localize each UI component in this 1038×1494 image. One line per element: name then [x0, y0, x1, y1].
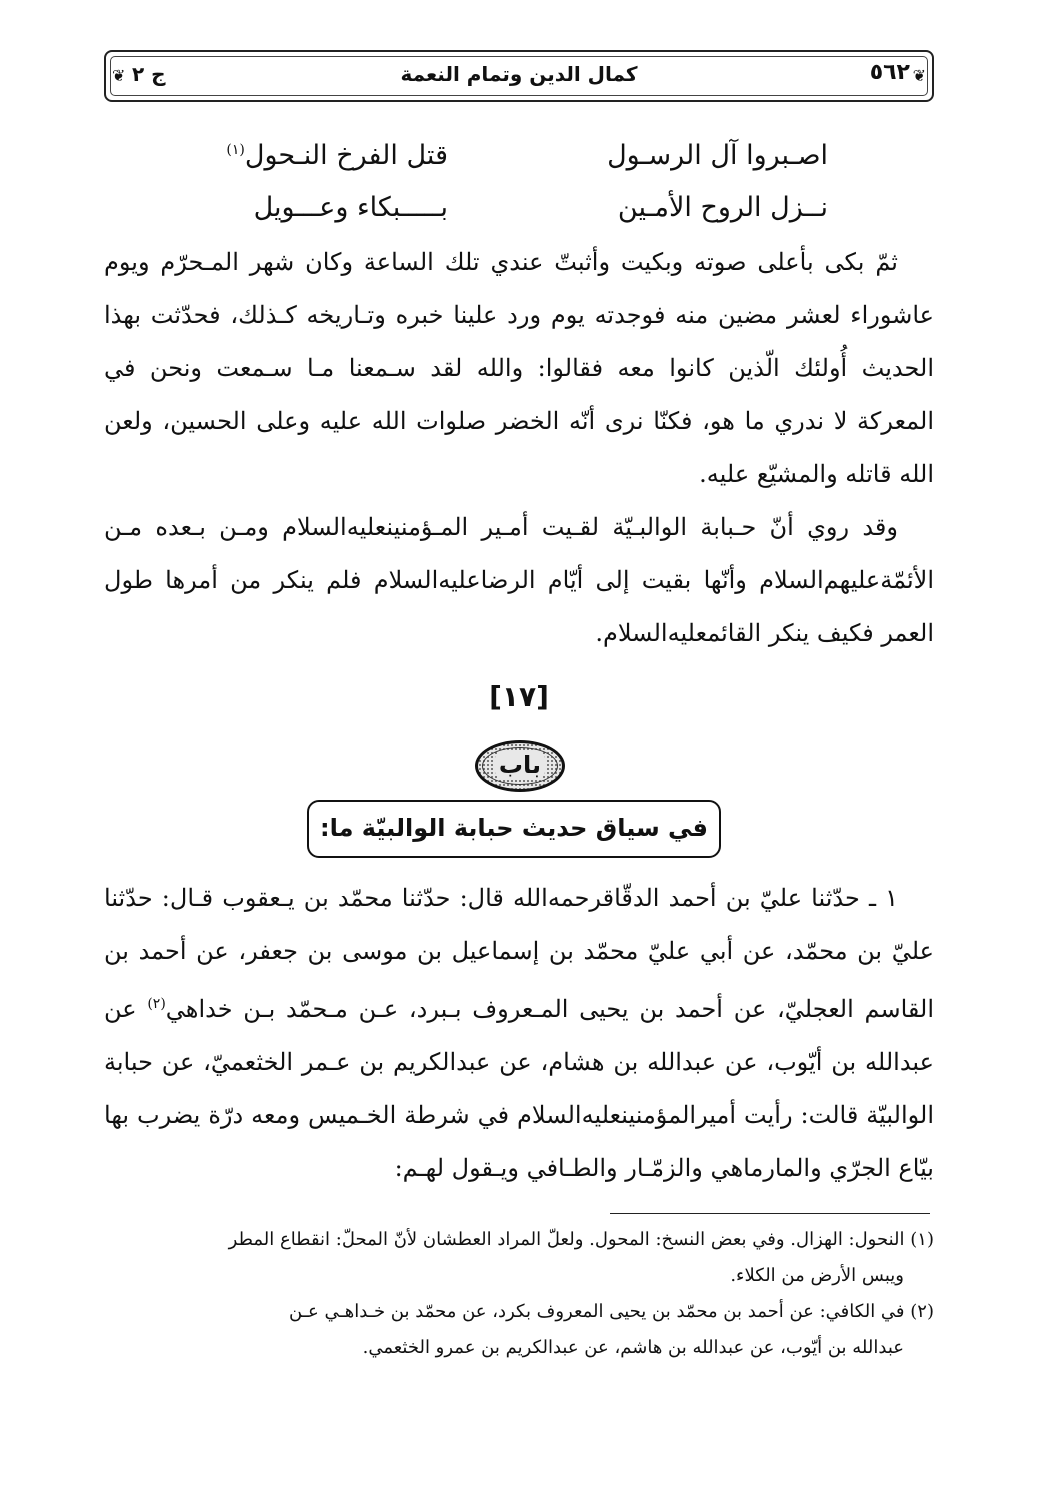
paragraph: وقد روي أنّ حـبابة الوالبـيّة لقـيت أمـير المـؤمنينعليه‌السلام ومـن بـعده مـن الأئمّةعليهم‌السلام وأنّها بقيت إلى أيّام الرضاعليه‌السلام فلم ينكر من أمرها طول العمر فكيف ينكر القائمعليه‌السلام. — [104, 513, 934, 647]
footnote-marker: (١) — [226, 142, 245, 158]
bab-emblem — [475, 740, 565, 792]
poem-line — [150, 140, 850, 180]
footnote: (٢) في الكافي: عن أحمد بن محمّد بن يحيى المعروف بكرد، عن محمّد بن خـداهـي عـن — [289, 1301, 934, 1322]
bab-label: باب — [495, 751, 545, 779]
header-ornament-left-icon: ❦ — [112, 66, 126, 85]
footnote-continuation: عبدالله بن أيّوب، عن عبدالله بن هاشم، عن عبدالكريم بن عمرو الخثعمي. — [362, 1337, 904, 1358]
hadith-text — [104, 872, 934, 1195]
book-title: كمال الدين وتمام النعمة — [400, 62, 638, 86]
footnote-separator — [610, 1213, 930, 1214]
poem-line — [150, 192, 850, 232]
hadith-paragraph: ١ ـ حدّثنا عليّ بن أحمد الدقّاقرحمه‌الله قال: حدّثنا محمّد بن يـعقوب قـال: حدّثنا عليّ بن محمّد، عن أبي عليّ محمّد بن إسماعيل بن موسى بن جعفر، عن أحمد بن القاسم العجليّ، عن أحمد بن يحيى المـعروف بـبرد، عـن مـحمّد بـن خداهي$^{(٢)}$ عن عبدالله بن أيّوب، عن عبدالله بن هشام، عن عبدالكريم بن عـمر الخثعميّ، عن حبابة الوالبيّة قالت: رأيت أميرالمؤمنينعليه‌السلام في شرطة الخـميس ومعه درّة يضرب بها بيّاع الجرّي والمارماهي والزمّـار والطـافي ويـقول لهـم: — [104, 884, 935, 1182]
footnote-continuation: ويبس الأرض من الكلاء. — [730, 1265, 904, 1286]
footnote: (١) النحول: الهزال. وفي بعض النسخ: المحول. ولعلّ المراد العطشان لأنّ المحلّ: انقطاع المطر — [228, 1229, 934, 1250]
chapter-number: [١٧] — [489, 680, 549, 713]
page-number: ٥٦٢ — [869, 60, 910, 85]
poem-hemistich-left: قتل الفرخ النـحول$^{(١)}$ — [226, 140, 448, 171]
poem-hemistich-right: نــزل الروح الأمـين — [617, 192, 828, 223]
footnotes — [104, 1222, 934, 1366]
chapter-title: في سياق حديث حبابة الوالبيّة ما: — [307, 800, 721, 858]
header-ornament-right-icon: ❦ — [912, 66, 926, 85]
volume-label: ج ٢ — [132, 62, 166, 86]
paragraph: ثمّ بكى بأعلى صوته وبكيت وأثبتّ عندي تلك الساعة وكان شهر المـحرّم ويوم عاشوراء لعشر مضين منه فوجدته يوم ورد علينا خبره وتـاريخه كـذلك، فحدّثت بهذا الحديث أُولئك الّذين كانوا معه فقالوا: والله لقد سـمعنا مـا سـمعت ونحن في المعركة لا ندري ما هو، فكنّا نرى أنّه الخضر صلوات الله عليه وعلى الحسين، ولعن الله قاتله والمشيّع عليه. — [104, 248, 934, 488]
poem-hemistich-left: بـــــبكاء وعـــويل — [253, 192, 448, 223]
main-text — [104, 236, 934, 660]
poem-hemistich-right: اصـبروا آل الرسـول — [607, 140, 828, 171]
footnote-marker: (٢) — [147, 996, 166, 1012]
running-header — [104, 50, 934, 102]
